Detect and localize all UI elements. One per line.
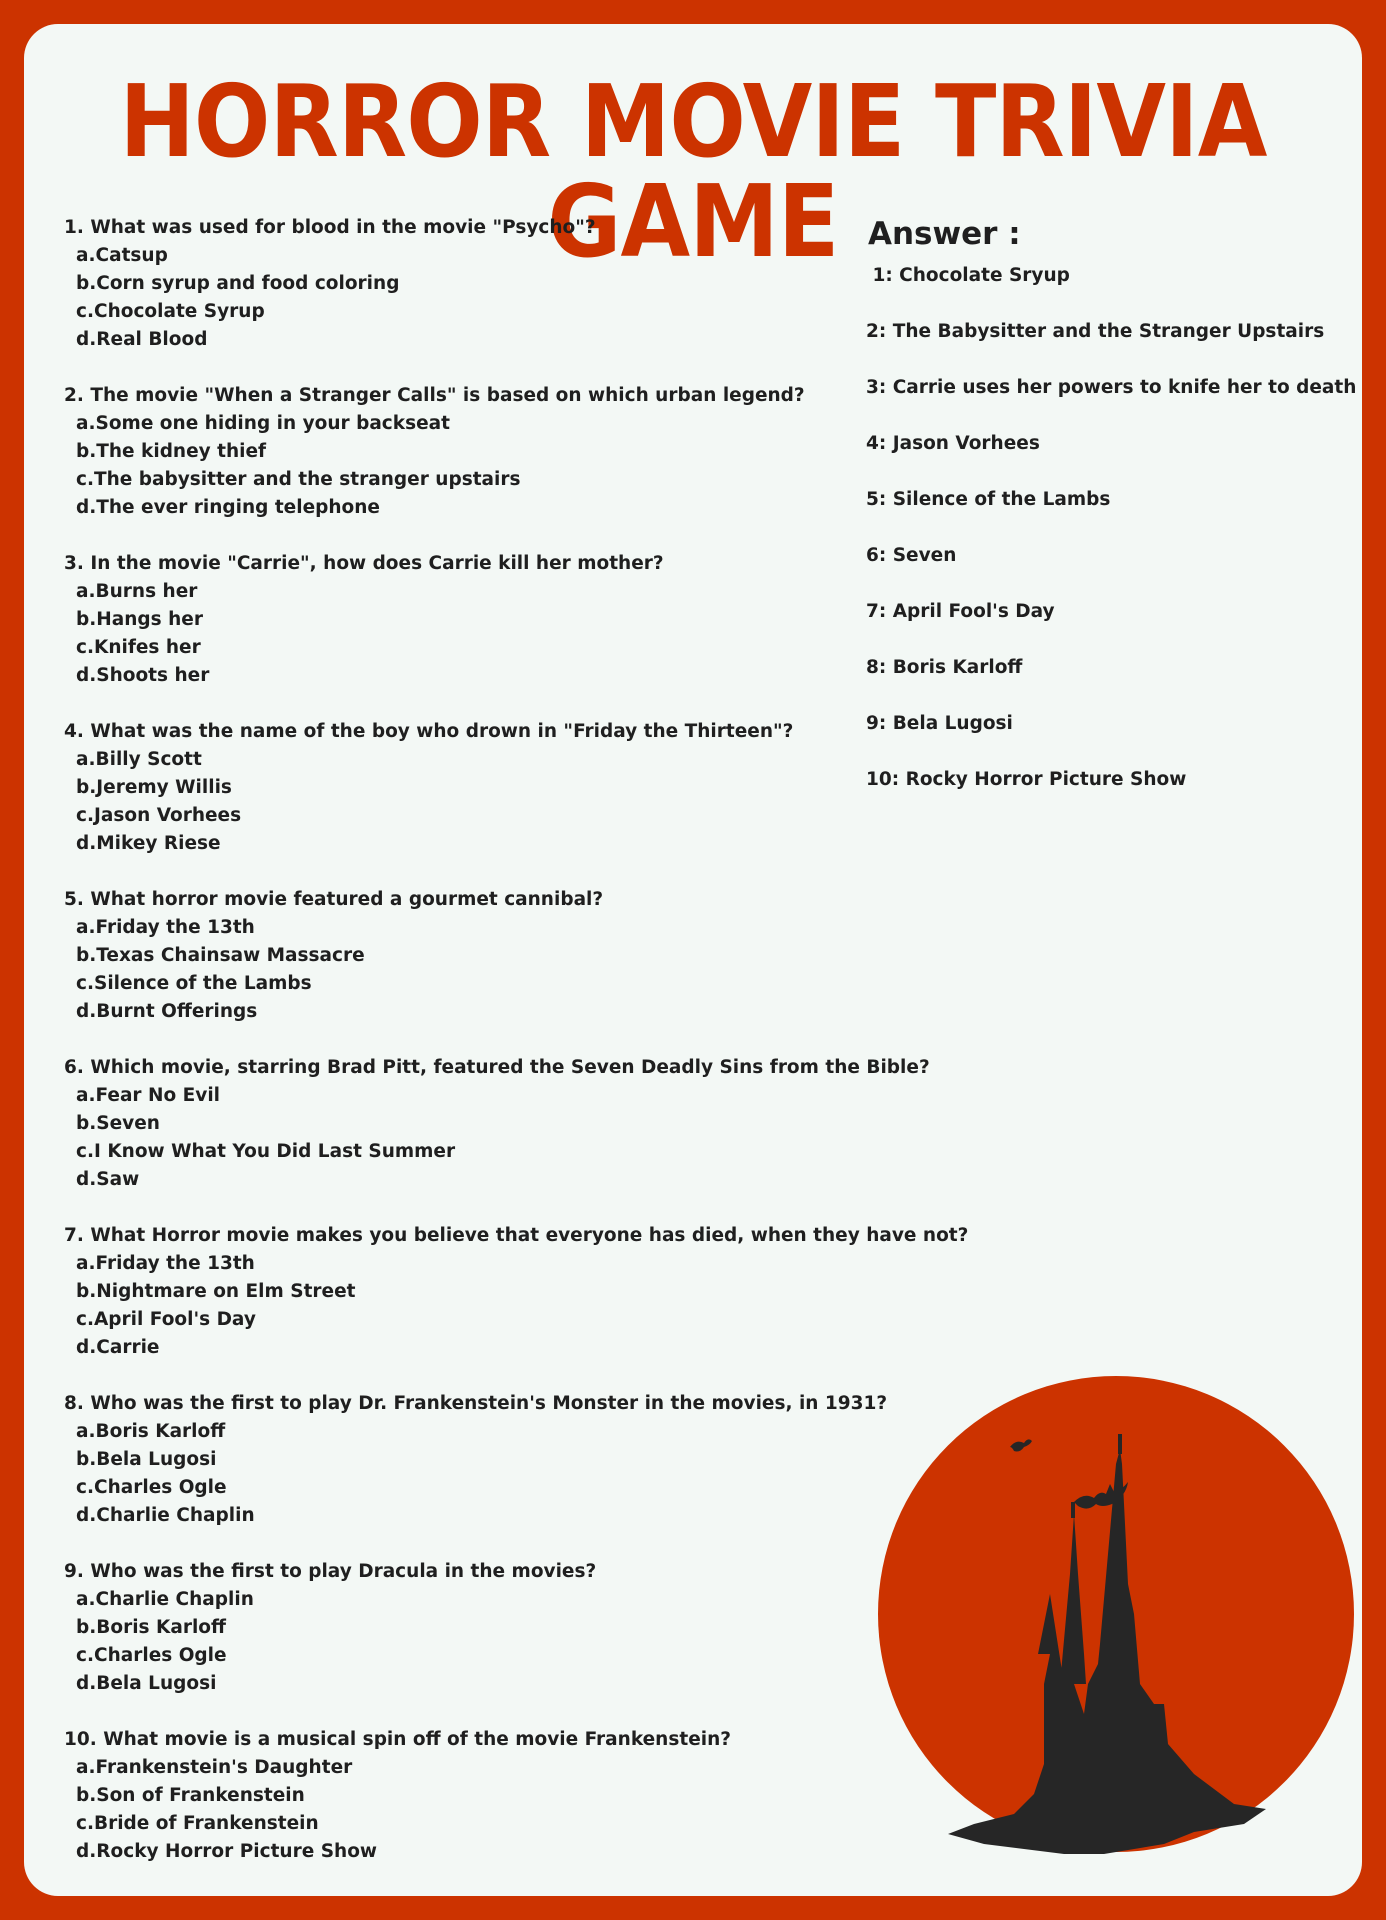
answer-option: a.Friday the 13th: [76, 917, 255, 938]
question-text: 6. Which movie, starring Brad Pitt, featured the Seven Deadly Sins from the Bible?: [64, 1057, 930, 1078]
question-text: 1. What was used for blood in the movie "Psycho"?: [64, 217, 596, 238]
question-block: [64, 1054, 964, 1194]
haunted-castle-illustration: [864, 1354, 1362, 1874]
answer-option: a.Frankenstein's Daughter: [76, 1757, 353, 1778]
answer-option: a.Billy Scott: [76, 749, 202, 770]
question-block: [64, 382, 964, 522]
question-text: 8. Who was the first to play Dr. Frankenstein's Monster in the movies, in 1931?: [64, 1393, 888, 1414]
question-block: [64, 718, 964, 858]
answer-option: d.Mikey Riese: [76, 833, 221, 854]
answer-key: [866, 214, 1357, 822]
answer-option: c.Charles Ogle: [76, 1477, 227, 1498]
answer-option: a.Charlie Chaplin: [76, 1589, 254, 1610]
answer-item: 9: Bela Lugosi: [866, 713, 1013, 734]
answer-option: b.The kidney thief: [76, 441, 267, 462]
answer-option: b.Son of Frankenstein: [76, 1785, 305, 1806]
answer-option: a.Some one hiding in your backseat: [76, 413, 450, 434]
answer-option: d.Carrie: [76, 1337, 160, 1358]
answer-option: b.Bela Lugosi: [76, 1449, 217, 1470]
answer-option: d.Rocky Horror Picture Show: [76, 1841, 377, 1862]
answer-option: b.Seven: [76, 1113, 160, 1134]
answer-option: d.Charlie Chaplin: [76, 1505, 255, 1526]
answer-option: b.Boris Karloff: [76, 1617, 226, 1638]
answer-option: d.Bela Lugosi: [76, 1673, 217, 1694]
question-block: [64, 214, 964, 354]
answer-option: d.Real Blood: [76, 329, 208, 350]
answer-option: a.Friday the 13th: [76, 1253, 255, 1274]
answer-option: b.Nightmare on Elm Street: [76, 1281, 356, 1302]
answer-option: a.Burns her: [76, 581, 198, 602]
answer-option: c.Chocolate Syrup: [76, 301, 265, 322]
answer-option: a.Boris Karloff: [76, 1421, 226, 1442]
answer-option: b.Texas Chainsaw Massacre: [76, 945, 365, 966]
answer-item: 5: Silence of the Lambs: [866, 489, 1111, 510]
answer-option: a.Catsup: [76, 245, 168, 266]
question-text: 4. What was the name of the boy who drown in "Friday the Thirteen"?: [64, 721, 794, 742]
answer-option: c.The babysitter and the stranger upstairs: [76, 469, 521, 490]
question-block: [64, 1390, 964, 1530]
answer-item: 4: Jason Vorhees: [866, 433, 1040, 454]
answer-item: 3: Carrie uses her powers to knife her to death: [866, 377, 1357, 398]
answer-option: c.April Fool's Day: [76, 1309, 256, 1330]
answer-item: 2: The Babysitter and the Stranger Upstairs: [866, 321, 1325, 342]
answer-option: d.Shoots her: [76, 665, 210, 686]
answer-option: c.Silence of the Lambs: [76, 973, 312, 994]
answer-item: 7: April Fool's Day: [866, 601, 1055, 622]
question-text: 10. What movie is a musical spin off of the movie Frankenstein?: [64, 1729, 732, 1750]
question-block: [64, 1222, 969, 1362]
answer-option: d.Burnt Offerings: [76, 1001, 258, 1022]
answer-option: d.Saw: [76, 1169, 140, 1190]
question-block: [64, 1726, 964, 1866]
answer-item: 8: Boris Karloff: [866, 657, 1023, 678]
answer-item: 10: Rocky Horror Picture Show: [866, 769, 1187, 790]
worksheet-sheet: [24, 24, 1362, 1896]
answer-option: b.Jeremy Willis: [76, 777, 232, 798]
question-text: 9. Who was the first to play Dracula in the movies?: [64, 1561, 597, 1582]
answer-option: c.Bride of Frankenstein: [76, 1813, 319, 1834]
question-text: 3. In the movie "Carrie", how does Carrie kill her mother?: [64, 553, 664, 574]
question-text: 2. The movie "When a Stranger Calls" is based on which urban legend?: [64, 385, 805, 406]
answer-heading: Answer :: [868, 216, 1021, 252]
answer-option: a.Fear No Evil: [76, 1085, 221, 1106]
answer-option: b.Corn syrup and food coloring: [76, 273, 400, 294]
answer-option: b.Hangs her: [76, 609, 203, 630]
answer-option: c.Knifes her: [76, 637, 201, 658]
question-block: [64, 550, 964, 690]
question-text: 7. What Horror movie makes you believe that everyone has died, when they have not?: [64, 1225, 969, 1246]
question-block: [64, 1558, 964, 1698]
answer-option: c.I Know What You Did Last Summer: [76, 1141, 456, 1162]
answer-option: d.The ever ringing telephone: [76, 497, 380, 518]
question-text: 5. What horror movie featured a gourmet cannibal?: [64, 889, 604, 910]
page-title: HORROR MOVIE TRIVIA GAME: [119, 63, 1267, 280]
answer-option: c.Jason Vorhees: [76, 805, 242, 826]
answer-items: [866, 262, 1357, 794]
question-block: [64, 886, 964, 1026]
answer-item: 6: Seven: [866, 545, 957, 566]
answer-option: c.Charles Ogle: [76, 1645, 227, 1666]
answer-item: 1: Chocolate Sryup: [866, 265, 1070, 286]
